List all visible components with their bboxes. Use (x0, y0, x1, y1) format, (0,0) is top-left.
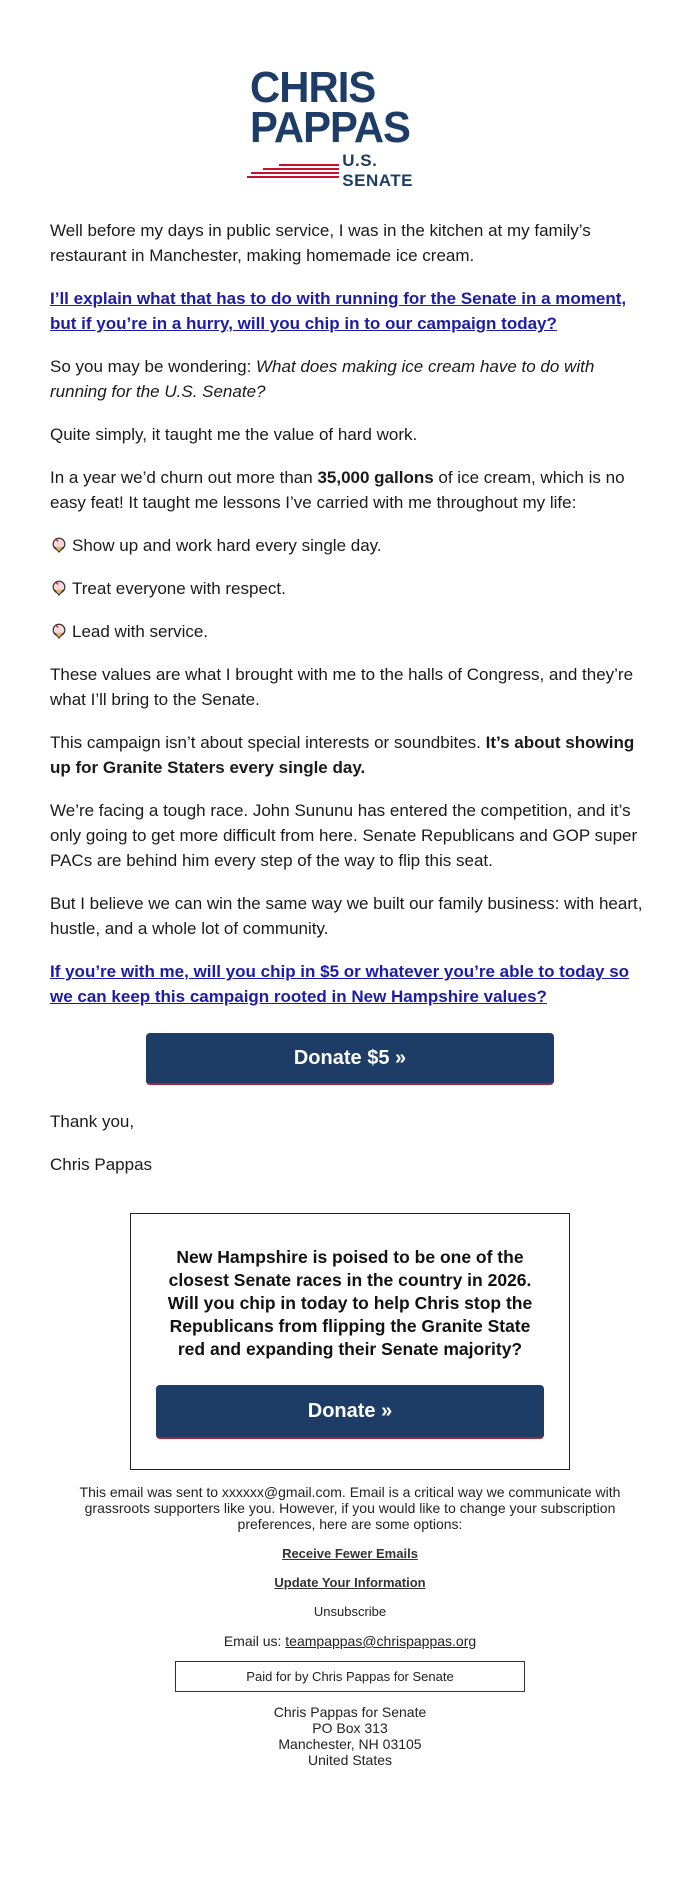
bullet-text: Lead with service. (72, 622, 209, 641)
email-address-link[interactable]: teampappas@chrispappas.org (285, 1633, 477, 1649)
email-body (25, 218, 675, 1177)
paragraph-values: These values are what I brought with me to the halls of Congress, and they’re what I’ll bring to the Senate. (50, 665, 634, 709)
campaign-logo (250, 63, 450, 190)
logo-senate-row (250, 151, 450, 191)
email-us-label: Email us: (223, 1633, 286, 1649)
paragraph-gallons (50, 465, 650, 515)
donate-5-button[interactable]: Donate $5 » (146, 1033, 554, 1085)
address-line: United States (307, 1752, 393, 1768)
update-information-link[interactable]: Update Your Information (274, 1575, 426, 1590)
campaign-text: This campaign isn’t about special interests or soundbites. (50, 733, 486, 752)
campaign-bold: It’s about showing up for Granite Staters every single day. (50, 733, 635, 777)
signature: Chris Pappas (50, 1155, 153, 1174)
donate-button[interactable]: Donate » (156, 1385, 544, 1439)
ice-cream-icon (50, 622, 68, 640)
address-line: Manchester, NH 03105 (278, 1736, 422, 1752)
list-item (50, 619, 650, 644)
flag-stripes-icon (250, 163, 339, 179)
paragraph-hard-work: Quite simply, it taught me the value of hard work. (50, 425, 418, 444)
paragraph-intro: Well before my days in public service, I was in the kitchen at my family’s restaurant in Manchester, making homemade ice cream. (50, 221, 591, 265)
wondering-text: So you may be wondering: (50, 357, 257, 376)
email-container (25, 63, 675, 1768)
footer-email-row (25, 1633, 675, 1649)
bullet-text: Treat everyone with respect. (72, 579, 286, 598)
cta-link-chip-in-5[interactable]: If you’re with me, will you chip in $5 or whatever you’re able to today so we can keep this campaign rooted in New Hampshire values? (50, 962, 630, 1006)
ice-cream-icon (50, 536, 68, 554)
cta-paragraph-2 (50, 959, 650, 1009)
paid-for-disclaimer: Paid for by Chris Pappas for Senate (175, 1661, 525, 1692)
address-line: PO Box 313 (312, 1720, 388, 1736)
list-item (50, 533, 650, 558)
logo-last-name: PAPPAS (250, 103, 411, 152)
logo-first-name: CHRIS (250, 63, 376, 112)
gallons-text-b: of ice cream, which is no easy feat! It taught me lessons I’ve carried with me throughout my life: (50, 468, 625, 512)
wondering-italic: What does making ice cream have to do with running for the U.S. Senate? (50, 357, 595, 401)
promo-box (130, 1213, 570, 1470)
address-line: Chris Pappas for Senate (273, 1704, 427, 1720)
mailing-address (25, 1704, 675, 1768)
cta-link-chip-in[interactable]: I’ll explain what that has to do with running for the Senate in a moment, but if you’re in a hurry, will you chip in to our campaign today? (50, 289, 627, 333)
gallons-bold: 35,000 gallons (317, 468, 434, 487)
bullet-text: Show up and work hard every single day. (72, 536, 382, 555)
paragraph-believe: But I believe we can win the same way we built our family business: with heart, hustle, and a whole lot of community. (50, 894, 643, 938)
paragraph-campaign (50, 730, 650, 780)
footer (25, 1484, 675, 1768)
paragraph-tough-race: We’re facing a tough race. John Sununu has entered the competition, and it’s only going to get more difficult from here. Senate Republicans and GOP super PACs are behind him every step of the way to flip this seat. (50, 801, 638, 870)
footer-notice: This email was sent to xxxxxx@gmail.com. Email is a critical way we communicate with grassroots supporters like you. However, if you would like to change your subscription preferences, here are some options: (79, 1484, 621, 1532)
list-item (50, 576, 650, 601)
unsubscribe-link[interactable]: Unsubscribe (313, 1604, 387, 1619)
gallons-text-a: In a year we’d churn out more than (50, 468, 318, 487)
donate-button-wrap (50, 1033, 650, 1085)
ice-cream-icon (50, 579, 68, 597)
receive-fewer-emails-link[interactable]: Receive Fewer Emails (282, 1546, 418, 1561)
promo-text: New Hampshire is poised to be one of the closest Senate races in the country in 2026. Will you chip in today to help Chris stop the Republicans from flipping the Granite State red and expanding their Senate majority? (167, 1247, 533, 1359)
cta-paragraph-1 (50, 286, 650, 336)
signoff: Thank you, (50, 1112, 135, 1131)
logo-senate-label: U.S. SENATE (342, 151, 413, 190)
paragraph-wondering (50, 354, 650, 404)
